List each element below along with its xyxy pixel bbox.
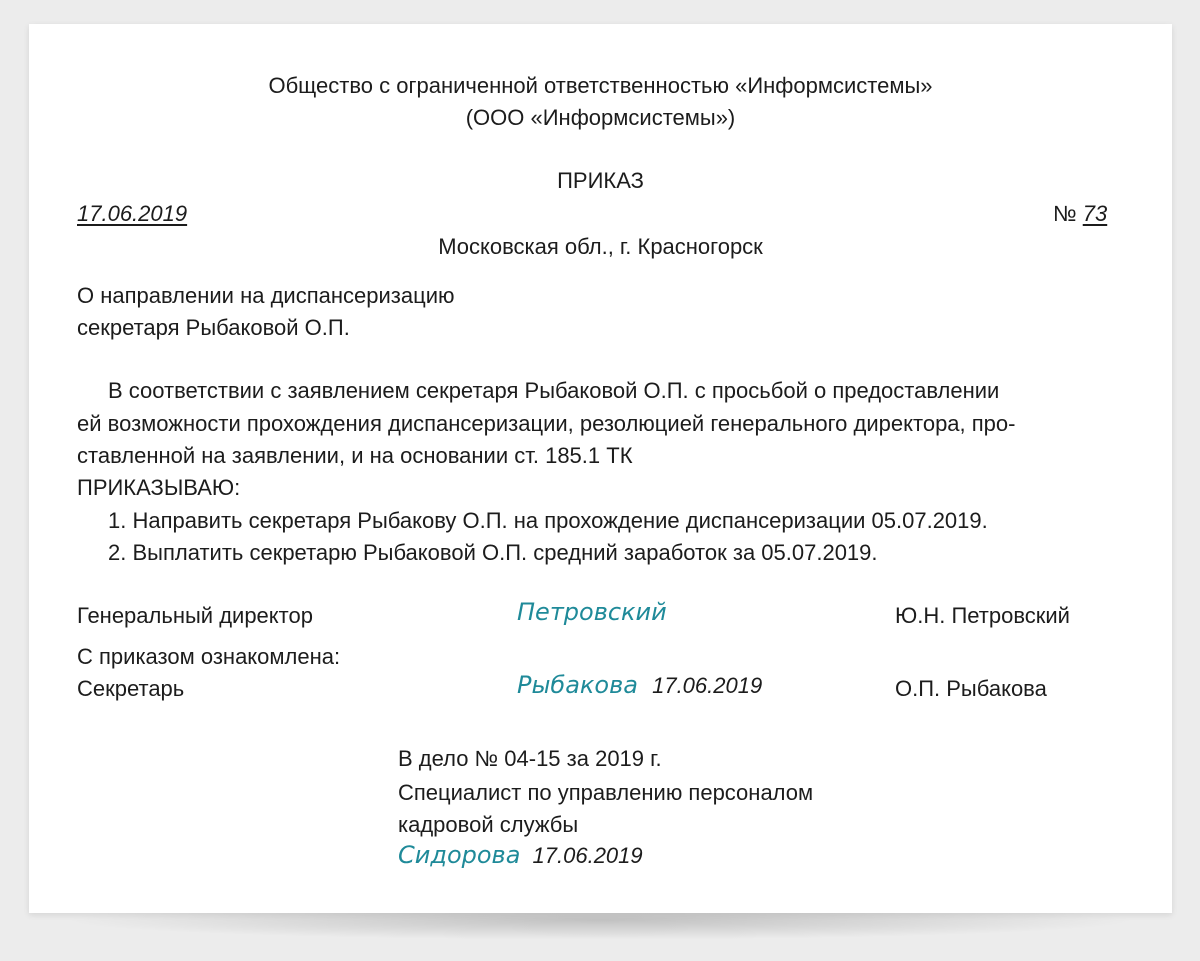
org-short-name: (ООО «Информсистемы»)	[465, 105, 736, 130]
director-signature: Петровский	[517, 598, 667, 626]
filing-role-line-1: Специалист по управлению персоналом	[398, 780, 814, 805]
body-paragraph-line-2: ей возможности прохождения диспансеризации, резолюцией генерального директора, про-	[77, 411, 1016, 436]
secretary-signature-block	[517, 671, 762, 700]
secretary-signature-date: 17.06.2019	[652, 673, 763, 698]
order-title: ПРИКАЗ	[557, 168, 644, 193]
order-item-1: 1. Направить секретаря Рыбакову О.П. на прохождение диспансеризации 05.07.2019.	[108, 508, 988, 533]
document-page	[29, 24, 1172, 913]
filing-case: В дело № 04-15 за 2019 г.	[398, 746, 662, 771]
order-command: ПРИКАЗЫВАЮ:	[77, 475, 241, 500]
order-number-prefix: №	[1053, 201, 1077, 226]
filing-role-line-2: кадровой службы	[398, 812, 579, 837]
secretary-name: О.П. Рыбакова	[895, 676, 1047, 701]
acknowledgement-label: С приказом ознакомлена:	[77, 644, 341, 669]
secretary-signature: Рыбакова	[517, 671, 638, 699]
body-paragraph-line-1: В соответствии с заявлением секретаря Рыбаковой О.П. с просьбой о предоставлении	[108, 378, 1000, 403]
filing-signature: Сидорова	[398, 841, 521, 869]
secretary-title: Секретарь	[77, 676, 185, 701]
director-title: Генеральный директор	[77, 603, 313, 628]
subject-line-2: секретаря Рыбаковой О.П.	[77, 315, 350, 340]
order-number-value: 73	[1082, 201, 1108, 226]
order-date: 17.06.2019	[77, 201, 188, 226]
order-number	[1053, 200, 1107, 228]
order-place: Московская обл., г. Красногорск	[438, 234, 763, 259]
director-name: Ю.Н. Петровский	[895, 603, 1070, 628]
subject-line-1: О направлении на диспансеризацию	[77, 283, 455, 308]
org-full-name: Общество с ограниченной ответственностью «Информсистемы»	[268, 73, 933, 98]
body-paragraph-line-3: ставленной на заявлении, и на основании ст. 185.1 ТК	[77, 443, 633, 468]
order-item-2: 2. Выплатить секретарю Рыбаковой О.П. средний заработок за 05.07.2019.	[108, 540, 878, 565]
filing-date: 17.06.2019	[532, 843, 643, 868]
filing-signature-block	[398, 841, 643, 870]
